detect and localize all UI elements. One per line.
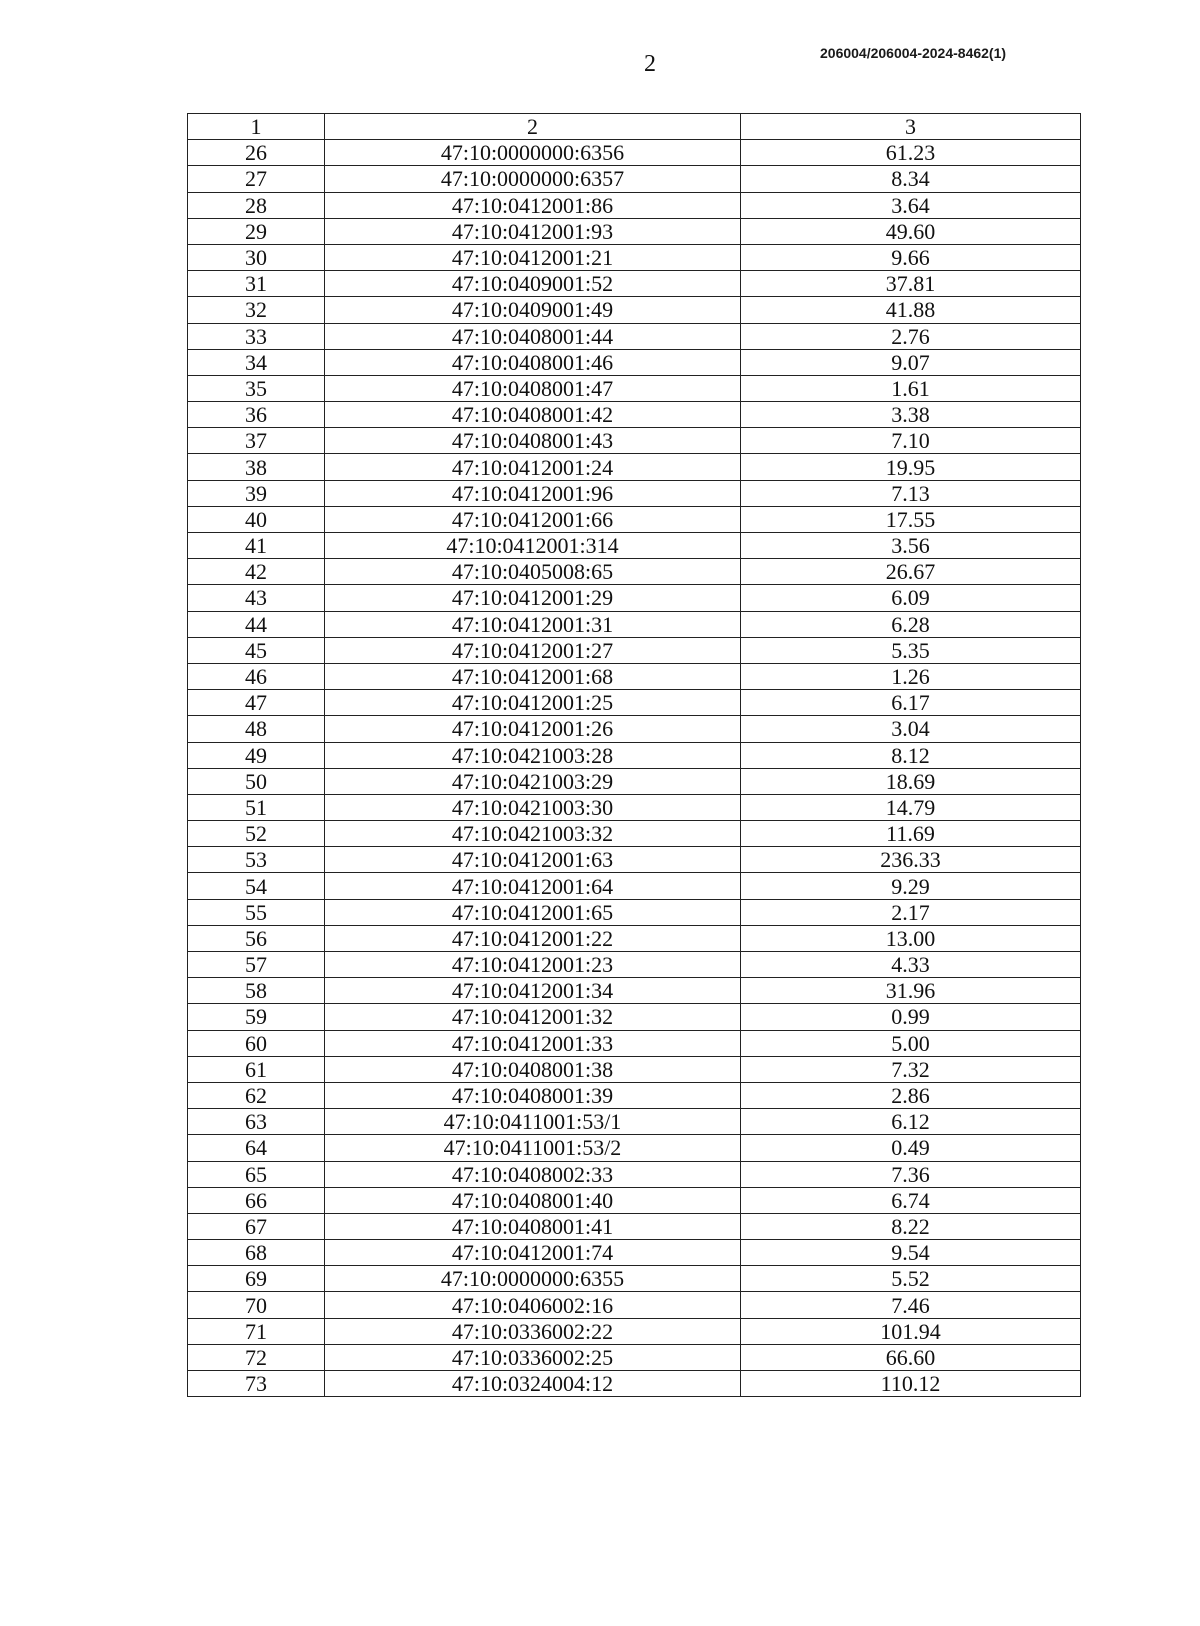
cadastral-number-cell: 47:10:0421003:30	[325, 794, 741, 820]
data-table	[187, 113, 1081, 1397]
value-cell: 110.12	[741, 1371, 1081, 1397]
table-row	[188, 1082, 1081, 1108]
value-cell: 8.22	[741, 1213, 1081, 1239]
table-row	[188, 349, 1081, 375]
cadastral-number-cell: 47:10:0412001:64	[325, 873, 741, 899]
value-cell: 236.33	[741, 847, 1081, 873]
row-number-cell: 35	[188, 375, 325, 401]
cadastral-number-cell: 47:10:0411001:53/2	[325, 1135, 741, 1161]
table-row	[188, 611, 1081, 637]
table-row	[188, 1030, 1081, 1056]
row-number-cell: 70	[188, 1292, 325, 1318]
row-number-cell: 60	[188, 1030, 325, 1056]
table-row	[188, 585, 1081, 611]
table-row	[188, 480, 1081, 506]
cadastral-number-cell: 47:10:0408001:44	[325, 323, 741, 349]
table-row	[188, 1135, 1081, 1161]
cadastral-number-cell: 47:10:0406002:16	[325, 1292, 741, 1318]
value-cell: 11.69	[741, 821, 1081, 847]
value-cell: 2.76	[741, 323, 1081, 349]
row-number-cell: 32	[188, 297, 325, 323]
value-cell: 18.69	[741, 768, 1081, 794]
table-row	[188, 271, 1081, 297]
row-number-cell: 29	[188, 218, 325, 244]
table-row	[188, 742, 1081, 768]
table-row	[188, 1240, 1081, 1266]
column-header-2: 2	[325, 114, 741, 140]
cadastral-number-cell: 47:10:0408001:40	[325, 1187, 741, 1213]
table-row	[188, 716, 1081, 742]
row-number-cell: 55	[188, 899, 325, 925]
row-number-cell: 65	[188, 1161, 325, 1187]
value-cell: 49.60	[741, 218, 1081, 244]
cadastral-number-cell: 47:10:0000000:6357	[325, 166, 741, 192]
value-cell: 101.94	[741, 1318, 1081, 1344]
row-number-cell: 61	[188, 1056, 325, 1082]
cadastral-number-cell: 47:10:0412001:33	[325, 1030, 741, 1056]
value-cell: 1.61	[741, 375, 1081, 401]
cadastral-number-cell: 47:10:0412001:21	[325, 244, 741, 270]
table-row	[188, 323, 1081, 349]
table-row	[188, 1344, 1081, 1370]
cadastral-number-cell: 47:10:0408001:46	[325, 349, 741, 375]
row-number-cell: 27	[188, 166, 325, 192]
row-number-cell: 50	[188, 768, 325, 794]
table-row	[188, 637, 1081, 663]
cadastral-number-cell: 47:10:0408001:47	[325, 375, 741, 401]
row-number-cell: 58	[188, 978, 325, 1004]
value-cell: 3.04	[741, 716, 1081, 742]
table-row	[188, 218, 1081, 244]
value-cell: 7.32	[741, 1056, 1081, 1082]
table-body	[188, 140, 1081, 1397]
row-number-cell: 68	[188, 1240, 325, 1266]
table-row	[188, 821, 1081, 847]
row-number-cell: 37	[188, 428, 325, 454]
value-cell: 8.34	[741, 166, 1081, 192]
table-row	[188, 1292, 1081, 1318]
value-cell: 9.07	[741, 349, 1081, 375]
cadastral-number-cell: 47:10:0412001:32	[325, 1004, 741, 1030]
cadastral-number-cell: 47:10:0412001:93	[325, 218, 741, 244]
value-cell: 5.00	[741, 1030, 1081, 1056]
table-row	[188, 297, 1081, 323]
value-cell: 6.12	[741, 1109, 1081, 1135]
cadastral-number-cell: 47:10:0412001:26	[325, 716, 741, 742]
row-number-cell: 34	[188, 349, 325, 375]
value-cell: 2.86	[741, 1082, 1081, 1108]
table-row	[188, 192, 1081, 218]
value-cell: 7.46	[741, 1292, 1081, 1318]
value-cell: 9.66	[741, 244, 1081, 270]
value-cell: 31.96	[741, 978, 1081, 1004]
value-cell: 0.49	[741, 1135, 1081, 1161]
value-cell: 1.26	[741, 663, 1081, 689]
row-number-cell: 43	[188, 585, 325, 611]
value-cell: 41.88	[741, 297, 1081, 323]
cadastral-number-cell: 47:10:0412001:314	[325, 533, 741, 559]
table-row	[188, 454, 1081, 480]
value-cell: 0.99	[741, 1004, 1081, 1030]
cadastral-number-cell: 47:10:0412001:63	[325, 847, 741, 873]
value-cell: 26.67	[741, 559, 1081, 585]
value-cell: 3.64	[741, 192, 1081, 218]
table-row	[188, 244, 1081, 270]
row-number-cell: 56	[188, 925, 325, 951]
cadastral-number-cell: 47:10:0408001:41	[325, 1213, 741, 1239]
cadastral-number-cell: 47:10:0408001:39	[325, 1082, 741, 1108]
value-cell: 6.28	[741, 611, 1081, 637]
cadastral-number-cell: 47:10:0409001:49	[325, 297, 741, 323]
cadastral-number-cell: 47:10:0421003:29	[325, 768, 741, 794]
row-number-cell: 53	[188, 847, 325, 873]
row-number-cell: 38	[188, 454, 325, 480]
cadastral-number-cell: 47:10:0421003:32	[325, 821, 741, 847]
value-cell: 5.35	[741, 637, 1081, 663]
cadastral-number-cell: 47:10:0412001:96	[325, 480, 741, 506]
value-cell: 6.17	[741, 690, 1081, 716]
table-row	[188, 952, 1081, 978]
table-row	[188, 899, 1081, 925]
row-number-cell: 40	[188, 506, 325, 532]
value-cell: 37.81	[741, 271, 1081, 297]
row-number-cell: 73	[188, 1371, 325, 1397]
value-cell: 19.95	[741, 454, 1081, 480]
row-number-cell: 66	[188, 1187, 325, 1213]
cadastral-number-cell: 47:10:0409001:52	[325, 271, 741, 297]
table-row	[188, 847, 1081, 873]
value-cell: 9.29	[741, 873, 1081, 899]
value-cell: 8.12	[741, 742, 1081, 768]
value-cell: 4.33	[741, 952, 1081, 978]
row-number-cell: 41	[188, 533, 325, 559]
cadastral-number-cell: 47:10:0412001:66	[325, 506, 741, 532]
cadastral-number-cell: 47:10:0336002:25	[325, 1344, 741, 1370]
table-row	[188, 768, 1081, 794]
page-number: 2	[644, 51, 656, 77]
value-cell: 3.38	[741, 402, 1081, 428]
table-row	[188, 1004, 1081, 1030]
table-row	[188, 140, 1081, 166]
value-cell: 2.17	[741, 899, 1081, 925]
table-row	[188, 873, 1081, 899]
table-row	[188, 794, 1081, 820]
cadastral-number-cell: 47:10:0411001:53/1	[325, 1109, 741, 1135]
cadastral-number-cell: 47:10:0000000:6355	[325, 1266, 741, 1292]
table-row	[188, 978, 1081, 1004]
row-number-cell: 39	[188, 480, 325, 506]
column-header-3: 3	[741, 114, 1081, 140]
row-number-cell: 57	[188, 952, 325, 978]
row-number-cell: 45	[188, 637, 325, 663]
row-number-cell: 31	[188, 271, 325, 297]
table-row	[188, 1266, 1081, 1292]
cadastral-number-cell: 47:10:0412001:65	[325, 899, 741, 925]
table-row	[188, 1161, 1081, 1187]
row-number-cell: 46	[188, 663, 325, 689]
table-row	[188, 663, 1081, 689]
value-cell: 61.23	[741, 140, 1081, 166]
table-row	[188, 1187, 1081, 1213]
table-row	[188, 1056, 1081, 1082]
row-number-cell: 44	[188, 611, 325, 637]
value-cell: 6.09	[741, 585, 1081, 611]
row-number-cell: 30	[188, 244, 325, 270]
value-cell: 6.74	[741, 1187, 1081, 1213]
cadastral-number-cell: 47:10:0408001:42	[325, 402, 741, 428]
cadastral-number-cell: 47:10:0412001:86	[325, 192, 741, 218]
row-number-cell: 54	[188, 873, 325, 899]
row-number-cell: 69	[188, 1266, 325, 1292]
row-number-cell: 59	[188, 1004, 325, 1030]
cadastral-number-cell: 47:10:0412001:24	[325, 454, 741, 480]
row-number-cell: 47	[188, 690, 325, 716]
cadastral-number-cell: 47:10:0412001:68	[325, 663, 741, 689]
value-cell: 5.52	[741, 1266, 1081, 1292]
cadastral-number-cell: 47:10:0408001:43	[325, 428, 741, 454]
row-number-cell: 33	[188, 323, 325, 349]
row-number-cell: 63	[188, 1109, 325, 1135]
row-number-cell: 62	[188, 1082, 325, 1108]
value-cell: 7.13	[741, 480, 1081, 506]
table-row	[188, 166, 1081, 192]
cadastral-number-cell: 47:10:0412001:31	[325, 611, 741, 637]
value-cell: 3.56	[741, 533, 1081, 559]
row-number-cell: 42	[188, 559, 325, 585]
table-row	[188, 506, 1081, 532]
table-row	[188, 1109, 1081, 1135]
document-reference: 206004/206004-2024-8462(1)	[820, 45, 1007, 61]
cadastral-number-cell: 47:10:0324004:12	[325, 1371, 741, 1397]
data-table-container	[187, 113, 1080, 1397]
table-row	[188, 1213, 1081, 1239]
cadastral-number-cell: 47:10:0412001:27	[325, 637, 741, 663]
table-row	[188, 1371, 1081, 1397]
cadastral-number-cell: 47:10:0000000:6356	[325, 140, 741, 166]
table-row	[188, 690, 1081, 716]
row-number-cell: 64	[188, 1135, 325, 1161]
value-cell: 9.54	[741, 1240, 1081, 1266]
cadastral-number-cell: 47:10:0421003:28	[325, 742, 741, 768]
cadastral-number-cell: 47:10:0412001:34	[325, 978, 741, 1004]
cadastral-number-cell: 47:10:0412001:25	[325, 690, 741, 716]
cadastral-number-cell: 47:10:0412001:22	[325, 925, 741, 951]
row-number-cell: 36	[188, 402, 325, 428]
table-row	[188, 533, 1081, 559]
value-cell: 7.36	[741, 1161, 1081, 1187]
table-row	[188, 375, 1081, 401]
cadastral-number-cell: 47:10:0405008:65	[325, 559, 741, 585]
row-number-cell: 52	[188, 821, 325, 847]
cadastral-number-cell: 47:10:0412001:29	[325, 585, 741, 611]
row-number-cell: 67	[188, 1213, 325, 1239]
value-cell: 7.10	[741, 428, 1081, 454]
value-cell: 66.60	[741, 1344, 1081, 1370]
row-number-cell: 49	[188, 742, 325, 768]
row-number-cell: 51	[188, 794, 325, 820]
cadastral-number-cell: 47:10:0408002:33	[325, 1161, 741, 1187]
cadastral-number-cell: 47:10:0408001:38	[325, 1056, 741, 1082]
cadastral-number-cell: 47:10:0412001:23	[325, 952, 741, 978]
row-number-cell: 48	[188, 716, 325, 742]
row-number-cell: 72	[188, 1344, 325, 1370]
column-header-1: 1	[188, 114, 325, 140]
value-cell: 17.55	[741, 506, 1081, 532]
table-row	[188, 1318, 1081, 1344]
table-row	[188, 428, 1081, 454]
row-number-cell: 71	[188, 1318, 325, 1344]
value-cell: 14.79	[741, 794, 1081, 820]
cadastral-number-cell: 47:10:0412001:74	[325, 1240, 741, 1266]
table-row	[188, 925, 1081, 951]
table-row	[188, 402, 1081, 428]
table-header-row	[188, 114, 1081, 140]
table-header	[188, 114, 1081, 140]
row-number-cell: 26	[188, 140, 325, 166]
table-row	[188, 559, 1081, 585]
value-cell: 13.00	[741, 925, 1081, 951]
row-number-cell: 28	[188, 192, 325, 218]
cadastral-number-cell: 47:10:0336002:22	[325, 1318, 741, 1344]
